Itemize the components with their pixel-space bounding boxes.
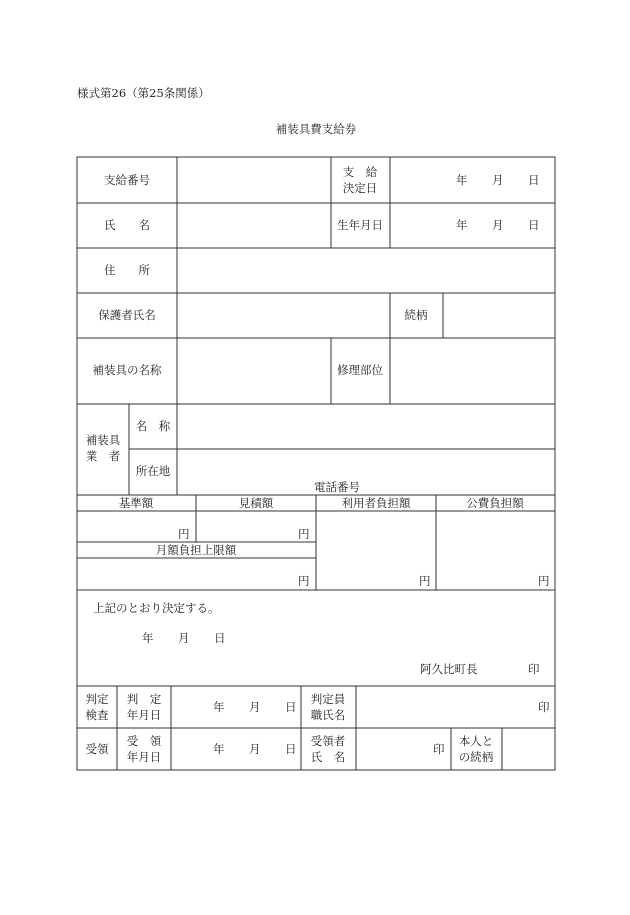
- name-label: 氏 名: [104, 218, 150, 232]
- judge-month-unit: 月: [249, 700, 261, 714]
- receipt-month-unit: 月: [249, 742, 261, 756]
- judge-date-label-1: 判 定: [126, 692, 162, 706]
- form-number: 様式第26（第25条関係）: [77, 86, 210, 100]
- receipt-year-unit: 年: [213, 742, 225, 756]
- signer-seal: 印: [528, 662, 540, 676]
- relation-label-1: 本人と: [458, 734, 494, 748]
- birth-day-unit: 日: [528, 218, 540, 232]
- monthly-limit-yen: 円: [298, 574, 310, 588]
- receipt-date-label-2: 年月日: [126, 750, 162, 764]
- decision-date-label-2: 決定日: [342, 181, 378, 195]
- decision-block-day-unit: 日: [214, 631, 226, 645]
- vendor-label-2: 業 者: [85, 449, 121, 463]
- guardian-name-label: 保護者氏名: [98, 308, 156, 322]
- judge-year-unit: 年: [213, 700, 225, 714]
- public-burden-yen: 円: [538, 574, 550, 588]
- estimate-amount-yen: 円: [298, 527, 310, 541]
- device-name-label: 補装具の名称: [92, 363, 162, 377]
- inspection-label-1: 判定: [85, 692, 109, 706]
- inspection-label-2: 検査: [85, 708, 109, 722]
- decision-block-year-unit: 年: [142, 631, 154, 645]
- judge-person-label-1: 判定員: [310, 692, 346, 706]
- vendor-label-1: 補装具: [85, 433, 121, 447]
- repair-part-label: 修理部位: [337, 363, 383, 377]
- judge-person-label-2: 職氏名: [310, 708, 346, 722]
- relationship-label: 続柄: [404, 308, 428, 322]
- receiver-seal: 印: [433, 742, 445, 756]
- public-burden-label: 公費負担額: [466, 496, 524, 510]
- birth-date-label: 生年月日: [337, 218, 383, 232]
- user-burden-label: 利用者負担額: [341, 496, 411, 510]
- relation-label-2: の続柄: [458, 750, 494, 764]
- judge-day-unit: 日: [285, 700, 297, 714]
- receiver-label-2: 氏 名: [310, 750, 346, 764]
- form-title: 補装具費支給券: [275, 122, 357, 136]
- decision-block-month-unit: 月: [178, 631, 190, 645]
- decision-year-unit: 年: [456, 173, 468, 187]
- signer-title: 阿久比町長: [420, 662, 478, 676]
- payment-number-label: 支給番号: [104, 173, 150, 187]
- user-burden-yen: 円: [419, 574, 431, 588]
- decision-day-unit: 日: [528, 173, 540, 187]
- vendor-location-label: 所在地: [135, 464, 171, 478]
- phone-label: 電話番号: [314, 480, 360, 494]
- judge-date-label-2: 年月日: [126, 708, 162, 722]
- receipt-label: 受領: [85, 742, 109, 756]
- birth-month-unit: 月: [492, 218, 504, 232]
- base-amount-label: 基準額: [118, 496, 154, 510]
- receiver-label-1: 受領者: [310, 734, 346, 748]
- base-amount-yen: 円: [178, 527, 190, 541]
- birth-year-unit: 年: [456, 218, 468, 232]
- judge-seal: 印: [538, 700, 550, 714]
- decision-date-label-1: 支 給: [342, 165, 378, 179]
- vendor-name-label: 名 称: [135, 419, 171, 433]
- address-label: 住 所: [104, 263, 150, 277]
- decision-month-unit: 月: [492, 173, 504, 187]
- receipt-day-unit: 日: [285, 742, 297, 756]
- receipt-date-label-1: 受 領: [126, 734, 162, 748]
- estimate-amount-label: 見積額: [238, 496, 274, 510]
- monthly-limit-label: 月額負担上限額: [155, 543, 237, 557]
- decision-statement: 上記のとおり決定する。: [93, 601, 220, 615]
